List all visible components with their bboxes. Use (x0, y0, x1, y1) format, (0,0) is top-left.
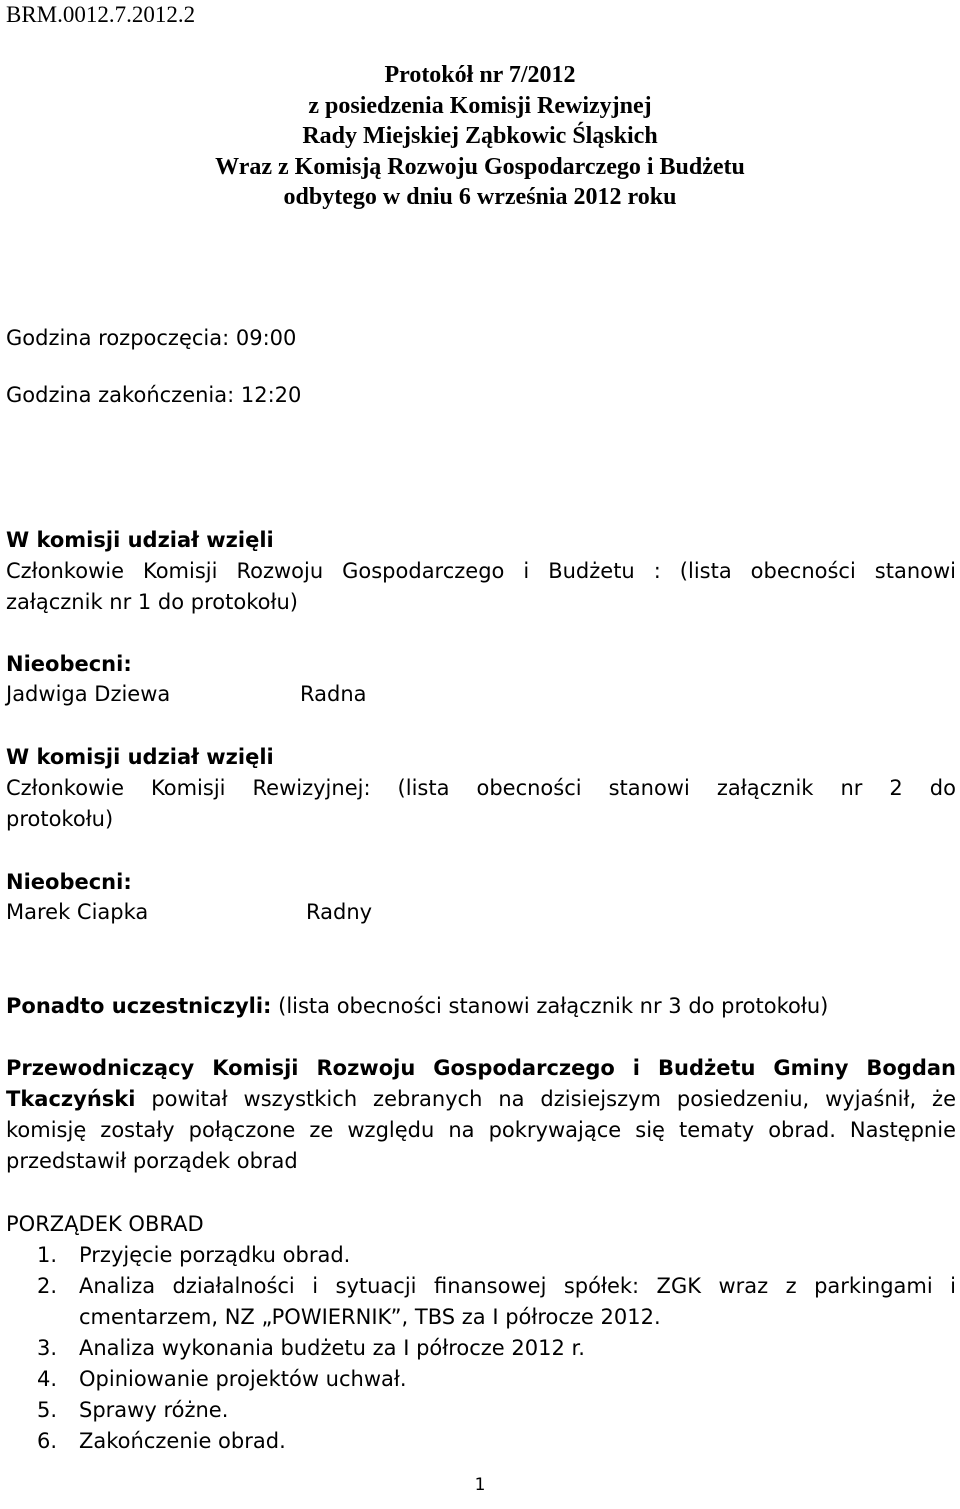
attendance-heading: W komisji udział wzięli (6, 528, 274, 552)
agenda-item-number: 6. (37, 1429, 58, 1453)
absent-row (6, 897, 373, 928)
text-line: protokołu) (6, 807, 114, 831)
text-line (6, 1084, 956, 1115)
absent-name: Marek Ciapka (6, 900, 149, 924)
agenda-item-text: Zakończenie obrad. (79, 1429, 286, 1453)
text-line: przedstawił porządek obrad (6, 1149, 298, 1173)
agenda (6, 1209, 956, 1457)
agenda-item-number: 3. (37, 1336, 58, 1360)
text-line: cmentarzem, NZ „POWIERNIK”, TBS za I półrocze 2012. (79, 1305, 661, 1329)
title-line: odbytego w dniu 6 września 2012 roku (283, 184, 677, 210)
text-line: Przewodniczący Komisji Rozwoju Gospodarczego i Budżetu Gminy Bogdan (6, 1056, 956, 1080)
document-title (0, 60, 960, 213)
absent-role: Radna (300, 682, 367, 706)
agenda-item (6, 1333, 956, 1364)
participants-label: Ponadto uczestniczyli: (6, 994, 272, 1018)
chairman-surname: Tkaczyński (6, 1087, 136, 1111)
absent-row (6, 679, 367, 710)
attendance-heading: W komisji udział wzięli (6, 745, 274, 769)
document-reference: BRM.0012.7.2012.2 (6, 2, 196, 27)
title-line: Wraz z Komisją Rozwoju Gospodarczego i Budżetu (215, 153, 745, 180)
agenda-item-text (79, 1271, 956, 1333)
text-line: załącznik nr 1 do protokołu) (6, 590, 298, 614)
participants-text: (lista obecności stanowi załącznik nr 3 do protokołu) (271, 994, 829, 1018)
attendance-text (6, 556, 956, 618)
agenda-item-text: Opiniowanie projektów uchwał. (79, 1367, 407, 1391)
text-line: komisję zostały połączone ze względu na pokrywające się tematy obrad. Następnie (6, 1118, 956, 1142)
agenda-item-number: 5. (37, 1398, 58, 1422)
agenda-item (6, 1271, 956, 1333)
end-time: Godzina zakończenia: 12:20 (6, 383, 302, 407)
title-line: Rady Miejskiej Ząbkowic Śląskich (302, 123, 658, 149)
absent-name: Jadwiga Dziewa (6, 682, 171, 706)
agenda-item-number: 4. (37, 1367, 58, 1391)
absent-label: Nieobecni: (6, 870, 132, 894)
title-line: z posiedzenia Komisji Rewizyjnej (308, 92, 652, 119)
agenda-item-text: Analiza wykonania budżetu za I półrocze 2012 r. (79, 1336, 585, 1360)
start-time: Godzina rozpoczęcia: 09:00 (6, 326, 297, 350)
agenda-item-text: Sprawy różne. (79, 1398, 229, 1422)
absent-label: Nieobecni: (6, 652, 132, 676)
title-line: Protokół nr 7/2012 (384, 62, 576, 88)
agenda-item-number: 1. (37, 1243, 58, 1267)
absent-role: Radny (306, 900, 373, 924)
agenda-item (6, 1426, 956, 1457)
agenda-item-text: Przyjęcie porządku obrad. (79, 1243, 351, 1267)
agenda-item (6, 1240, 956, 1271)
attendance-text (6, 773, 956, 835)
text-line: Członkowie Komisji Rozwoju Gospodarczego i Budżetu : (lista obecności stanowi (6, 559, 956, 583)
opening-paragraph (6, 1053, 956, 1177)
agenda-item (6, 1364, 956, 1395)
agenda-item-number: 2. (37, 1274, 58, 1298)
text-fragment: powitał wszystkich zebranych na dzisiejszym posiedzeniu, wyjaśnił, że (135, 1087, 956, 1111)
text-line: Członkowie Komisji Rewizyjnej: (lista obecności stanowi załącznik nr 2 do (6, 776, 956, 800)
agenda-heading: PORZĄDEK OBRAD (6, 1212, 204, 1236)
agenda-item (6, 1395, 956, 1426)
participants-line (6, 991, 828, 1022)
page-number: 1 (474, 1475, 486, 1495)
text-line: Analiza działalności i sytuacji finansowej spółek: ZGK wraz z parkingami i (79, 1274, 956, 1298)
